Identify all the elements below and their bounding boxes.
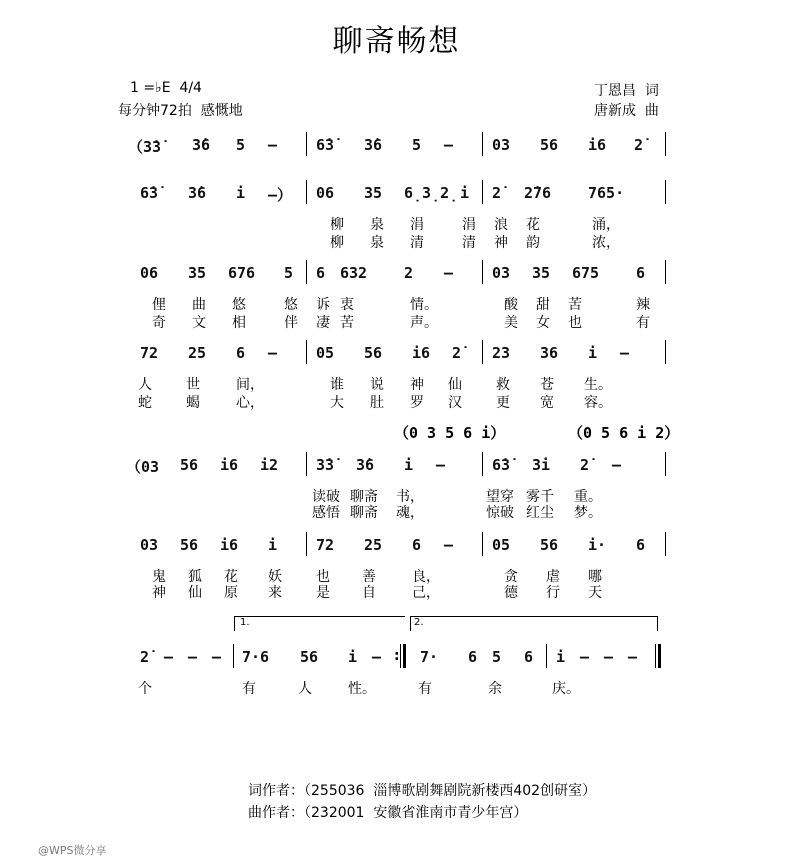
lyric-char: 读破 [312,489,340,505]
lyric-char: 花 [526,217,540,233]
lyric-char: 有 [242,681,256,697]
note-group: 6 [316,264,326,282]
note-group: 6̇3̇ [140,184,159,202]
note-group: 3̇3̇ [316,456,335,474]
lyric-char: 狐 [188,569,202,585]
first-ending-number: 1. [240,617,250,628]
note-group: 25 [188,344,207,362]
note-group: i [236,184,246,202]
lyric-char: 清 [410,235,424,251]
note-group: —） [268,186,293,204]
barline [665,532,666,556]
note-group: 675 [572,264,600,282]
lyric-char: 神 [152,585,166,601]
interlude-marking: （0 5 6 i 2） [568,424,680,442]
song-title: 聊斋畅想 [332,24,461,59]
lyric-char: 宽 [540,395,554,411]
watermark: @WPS微分享 [38,844,107,857]
lyric-char: 人 [138,377,152,393]
note-group: 56 [364,344,383,362]
lyric-char: 红尘 [526,505,554,521]
lyric-char: 大 [330,395,344,411]
repeat-barline-thick [403,644,406,668]
note-group: — [580,648,590,666]
lyric-char: 梦。 [574,505,602,521]
note-group: 05 [492,536,511,554]
barline [306,132,307,156]
note-group: 56 [540,536,559,554]
barline [546,644,547,668]
lyric-char: 生。 [584,377,612,393]
lyric-char: 心， [236,395,264,411]
note-group: 6 [412,536,422,554]
final-barline [655,644,656,668]
lyric-char: 书， [396,489,424,505]
note-group: 6 [468,648,478,666]
lyric-char: 也 [568,315,582,331]
note-group: 3̇i [532,456,551,474]
note-group: i· [588,536,607,554]
lyric-char: 聊斋 [350,505,378,521]
lyric-char: 人 [298,681,312,697]
lyric-char: 情。 [410,297,438,313]
note-group: 6̇3̇ [492,456,511,474]
lyric-char: 浓， [592,235,620,251]
lyric-char: 泉 [370,235,384,251]
note-group: — [604,648,614,666]
lyric-char: 奇 [152,315,166,331]
lyric-char: 虐 [546,569,560,585]
lyric-char: 美 [504,315,518,331]
lyric-char: 个 [138,681,152,697]
lyric-char: 悠 [232,297,246,313]
lyric-char: 蝎 [186,395,200,411]
note-group: 765· [588,184,625,202]
note-group: （3̇3̇ [128,138,162,156]
note-group: 72 [316,536,335,554]
interlude-marking: （0 3 5 6 i） [394,424,506,442]
lyric-char: 涓 [462,217,476,233]
note-group: 676 [228,264,256,282]
lyric-char: 苦 [340,315,354,331]
lyric-char: 聊斋 [350,489,378,505]
note-group: i [404,456,414,474]
lyric-char: 余 [488,681,502,697]
repeat-barline [400,644,401,668]
note-group: （03 [126,458,160,476]
note-group: — [164,648,174,666]
note-group: — [628,648,638,666]
lyric-char: 世 [186,377,200,393]
note-group: 56 [300,648,319,666]
lyric-char: 肚 [370,395,384,411]
barline [665,132,666,156]
lyric-char: 仙 [448,377,462,393]
lyric-char: 容。 [584,395,612,411]
note-group: — [444,136,454,154]
note-group: — [436,456,446,474]
lyric-char: 魂， [396,505,424,521]
note-group: 5 [492,648,502,666]
lyric-char: 花 [224,569,238,585]
lyric-char: 也 [316,569,330,585]
lyric-char: 蛇 [138,395,152,411]
barline [482,452,483,476]
lyric-char: 哪 [588,569,602,585]
lyric-char: 俚 [152,297,166,313]
note-group: 5 [412,136,422,154]
lyricist-credit: 丁恩昌 词 [594,83,659,99]
lyric-char: 有 [418,681,432,697]
note-group: 3̇6 [188,184,207,202]
lyric-char: 相 [232,315,246,331]
lyric-char: 衷 [340,297,354,313]
final-barline-thick [658,644,661,668]
barline [306,452,307,476]
note-group: 2̇ [492,184,502,202]
note-group: 3̇6 [192,136,211,154]
note-group: 3̇6 [364,136,383,154]
lyric-char: 救 [496,377,510,393]
lyric-char: 清 [462,235,476,251]
note-group: 2 [404,264,414,282]
note-group: — [268,344,278,362]
note-group: 23 [492,344,511,362]
key-signature: 1 =♭E 4/4 [130,80,202,96]
lyric-char: 女 [536,315,550,331]
note-group: — [372,648,382,666]
note-group: i6 [220,536,239,554]
lyric-char: 汉 [448,395,462,411]
note-group: — [212,648,222,666]
lyric-char: 重。 [574,489,602,505]
note-group: 56 [180,536,199,554]
lyric-char: 更 [496,395,510,411]
lyric-char: 间， [236,377,264,393]
note-group: — [612,456,622,474]
lyric-char: 自 [362,585,376,601]
lyric-char: 甜 [536,297,550,313]
note-group: 35 [364,184,383,202]
lyric-char: 己， [412,585,440,601]
lyric-char: 德 [504,585,518,601]
note-group: i [348,648,358,666]
lyric-char: 良， [412,569,440,585]
barline [306,260,307,284]
lyricist-address: 词作者：（255036 淄博歌剧舞剧院新楼西402创研室） [248,783,597,799]
lyric-char: 望穿 [486,489,514,505]
lyric-char: 仙 [188,585,202,601]
lyric-char: 妖 [268,569,282,585]
lyric-char: 鬼 [152,569,166,585]
lyric-char: 庆。 [552,681,580,697]
lyric-char: 苦 [568,297,582,313]
lyric-char: 凄 [316,315,330,331]
lyric-char: 韵 [526,235,540,251]
note-group: 03 [140,536,159,554]
barline [233,644,234,668]
note-group: — [620,344,630,362]
lyric-char: 是 [316,585,330,601]
score-line-5 [0,456,793,476]
barline [306,532,307,556]
lyric-char: 涌， [592,217,620,233]
barline [482,340,483,364]
note-group: 5 [284,264,294,282]
lyric-char: 苍 [540,377,554,393]
lyric-char: 说 [370,377,384,393]
note-group: i6 [412,344,431,362]
note-group: 5 [236,136,246,154]
lyric-char: 谁 [330,377,344,393]
lyric-char: 神 [494,235,508,251]
note-group: 03 [492,264,511,282]
note-group: 35 [532,264,551,282]
lyric-char: 文 [192,315,206,331]
composer-credit: 唐新成 曲 [594,103,659,119]
lyric-char: 有 [636,315,650,331]
note-group: 3̇6 [356,456,375,474]
lyric-char: 惊破 [486,505,514,521]
second-ending-bracket [410,616,658,631]
note-group: 03 [492,136,511,154]
note-group: i6 [588,136,607,154]
lyric-char: 浪 [494,217,508,233]
note-group: 6 [236,344,246,362]
lyric-char: 泉 [370,217,384,233]
lyric-char: 辣 [636,297,650,313]
note-group: 7· [420,648,439,666]
note-group: 06 [140,264,159,282]
note-group: 56 [540,136,559,154]
note-group: 6 [524,648,534,666]
score-line-2 [0,184,793,204]
lyric-char: 诉 [316,297,330,313]
note-group: 2̇ [140,648,150,666]
lyric-char: 天 [588,585,602,601]
lyric-char: 原 [224,585,238,601]
lyric-char: 神 [410,377,424,393]
lyric-char: 伴 [284,315,298,331]
barline [665,452,666,476]
note-group: 7·6 [242,648,270,666]
lyric-char: 感悟 [312,505,340,521]
note-group: — [268,136,278,154]
lyric-char: 性。 [348,681,376,697]
note-group: 2̇ [452,344,462,362]
barline [482,180,483,204]
lyric-char: 柳 [330,217,344,233]
lyric-char: 行 [546,585,560,601]
score-line-6 [0,536,793,556]
lyric-char: 悠 [284,297,298,313]
note-group: 2̇ [580,456,590,474]
note-group: 05 [316,344,335,362]
barline [482,532,483,556]
note-group: 6 [636,536,646,554]
first-ending-bracket [234,616,405,631]
score-line-1 [0,136,793,156]
second-ending-number: 2. [414,617,424,628]
barline [665,180,666,204]
note-group: i [268,536,278,554]
note-group: 6 [636,264,646,282]
score-line-3 [0,264,793,284]
barline [482,132,483,156]
barline [665,340,666,364]
note-group: i2 [260,456,279,474]
lyric-char: 涓 [410,217,424,233]
note-group: 36 [540,344,559,362]
lyric-char: 雾千 [526,489,554,505]
repeat-dots: : [394,648,400,664]
lyric-char: 声。 [410,315,438,331]
lyric-char: 曲 [192,297,206,313]
note-group: i [588,344,598,362]
lyric-char: 善 [362,569,376,585]
composer-address: 曲作者：（232001 安徽省淮南市青少年宫） [248,805,528,821]
barline [306,180,307,204]
note-group: 06 [316,184,335,202]
note-group: — [444,536,454,554]
lyric-char: 柳 [330,235,344,251]
tempo-marking: 每分钟72拍 感慨地 [118,103,243,119]
note-group: 35 [188,264,207,282]
note-group: i6 [220,456,239,474]
lyric-char: 来 [268,585,282,601]
note-group: 6̇3̇ [316,136,335,154]
barline [482,260,483,284]
lyric-char: 贪 [504,569,518,585]
lyric-char: 罗 [410,395,424,411]
barline [665,260,666,284]
note-group: 56 [180,456,199,474]
note-group: i [556,648,566,666]
barline [306,340,307,364]
note-group: — [188,648,198,666]
note-group: 632 [340,264,368,282]
score-line-4 [0,344,793,364]
note-group: i [460,184,470,202]
note-group: 2̇ [634,136,644,154]
note-group: 25 [364,536,383,554]
note-group: — [444,264,454,282]
lyric-char: 酸 [504,297,518,313]
note-group: 72 [140,344,159,362]
note-group: 2̇76 [524,184,552,202]
note-group: 6̣3̣2̣ [404,184,459,202]
